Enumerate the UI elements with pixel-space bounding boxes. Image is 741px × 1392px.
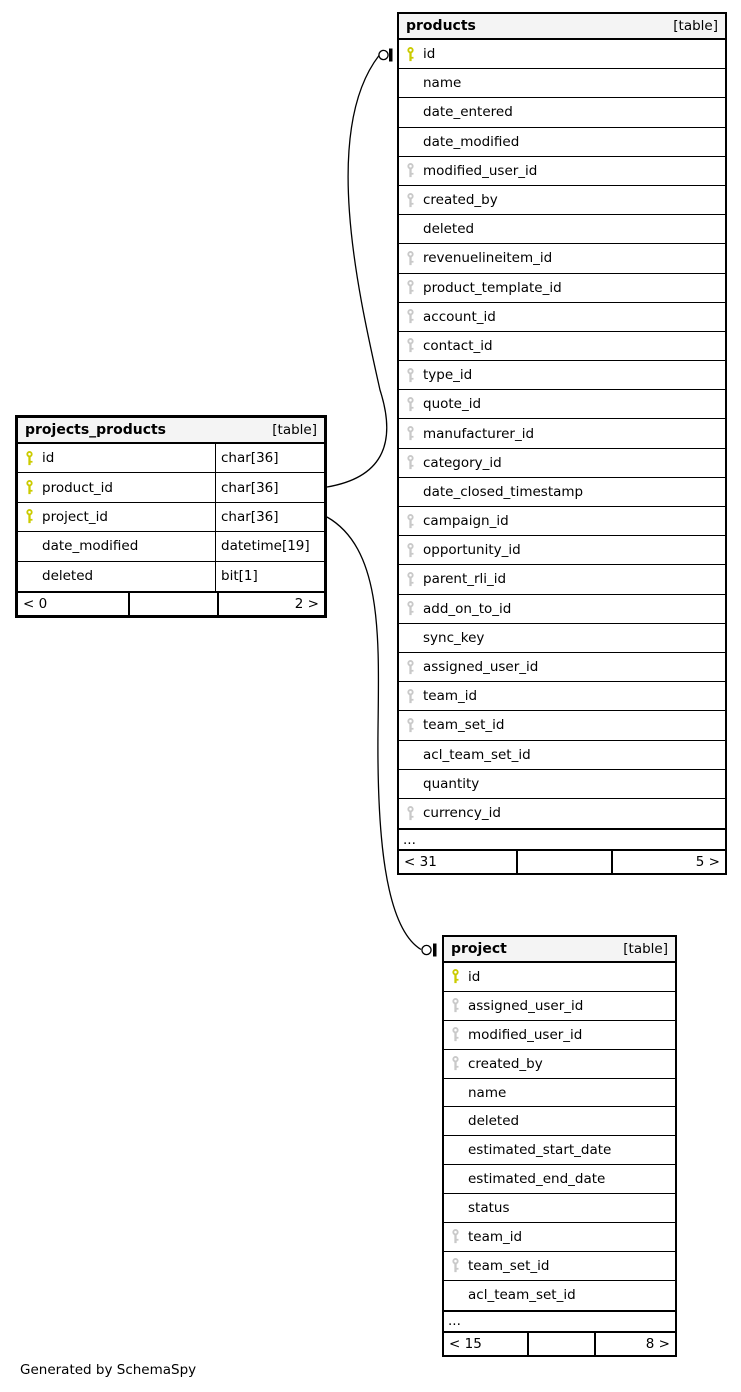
column-name: team_set_id	[423, 717, 505, 734]
table-row	[399, 215, 725, 244]
foreign-key-icon	[451, 1027, 461, 1042]
foreign-key-icon	[406, 572, 416, 587]
table-row	[444, 1165, 675, 1194]
zero-end-circle	[379, 50, 388, 59]
column-name: team_set_id	[468, 1257, 550, 1274]
table-row	[444, 1050, 675, 1079]
table-row	[399, 157, 725, 186]
column-name: id	[42, 450, 55, 467]
column-name: category_id	[423, 454, 502, 471]
foreign-key-icon	[406, 601, 416, 616]
footer-right-count: 8 >	[594, 1333, 675, 1355]
column-name: quantity	[423, 775, 480, 792]
column-name: opportunity_id	[423, 542, 521, 559]
column-type: char[36]	[215, 444, 324, 472]
table-row	[444, 1136, 675, 1165]
ellipsis-row: ...	[444, 1310, 675, 1331]
table-tag: [table]	[272, 422, 317, 438]
column-name: deleted	[468, 1113, 520, 1130]
table-row	[399, 419, 725, 448]
table-row	[18, 562, 324, 591]
table-header[interactable]	[18, 418, 324, 444]
column-name: sync_key	[423, 629, 485, 646]
primary-key-icon	[25, 480, 35, 495]
table-header[interactable]	[399, 14, 725, 40]
column-name: date_closed_timestamp	[423, 483, 584, 500]
foreign-key-icon	[406, 514, 416, 529]
table-row	[399, 741, 725, 770]
table-row	[444, 1194, 675, 1223]
table-row	[399, 274, 725, 303]
table-row	[444, 1281, 675, 1310]
table-row	[399, 565, 725, 594]
table-title[interactable]: projects_products	[25, 422, 167, 438]
foreign-key-icon	[406, 543, 416, 558]
foreign-key-icon	[451, 998, 461, 1013]
table-row	[444, 992, 675, 1021]
column-name: date_modified	[423, 133, 520, 150]
column-name: date_entered	[423, 104, 513, 121]
foreign-key-icon	[406, 660, 416, 675]
one-end-bar	[389, 49, 393, 62]
column-name: id	[468, 968, 481, 985]
foreign-key-icon	[451, 1258, 461, 1273]
column-rows	[444, 963, 675, 1310]
column-name: project_id	[42, 508, 108, 525]
table-footer	[18, 591, 324, 615]
table-row	[18, 503, 324, 532]
column-name: estimated_end_date	[468, 1171, 606, 1188]
column-name: status	[468, 1200, 510, 1217]
table-row	[399, 361, 725, 390]
table-row	[399, 507, 725, 536]
foreign-key-icon	[406, 251, 416, 266]
table-row	[18, 444, 324, 473]
table-header[interactable]	[444, 937, 675, 963]
table-row	[444, 963, 675, 992]
table-row	[399, 186, 725, 215]
footer-mid-cell	[128, 593, 217, 615]
column-name: modified_user_id	[423, 162, 538, 179]
column-name: assigned_user_id	[423, 659, 539, 676]
foreign-key-icon	[406, 193, 416, 208]
table-projects-products	[15, 415, 327, 618]
table-row	[18, 532, 324, 561]
table-row	[399, 303, 725, 332]
foreign-key-icon	[406, 806, 416, 821]
column-name: currency_id	[423, 805, 501, 822]
footer-right-count: 2 >	[217, 593, 324, 615]
table-title[interactable]: products	[406, 18, 476, 34]
table-row	[444, 1079, 675, 1108]
foreign-key-icon	[406, 163, 416, 178]
foreign-key-icon	[406, 368, 416, 383]
column-name: created_by	[423, 192, 498, 209]
table-row	[444, 1107, 675, 1136]
table-row	[399, 536, 725, 565]
column-name: product_template_id	[423, 279, 562, 296]
footer-mid-cell	[516, 851, 611, 873]
column-name: acl_team_set_id	[423, 746, 531, 763]
table-title[interactable]: project	[451, 941, 507, 957]
column-name: name	[423, 75, 462, 92]
column-name: quote_id	[423, 396, 482, 413]
table-tag: [table]	[623, 941, 668, 957]
one-end-bar	[433, 944, 437, 957]
table-row	[399, 390, 725, 419]
table-row	[399, 682, 725, 711]
table-row	[399, 69, 725, 98]
table-row	[444, 1021, 675, 1050]
foreign-key-icon	[451, 1056, 461, 1071]
column-name: acl_team_set_id	[468, 1287, 576, 1304]
table-row	[399, 98, 725, 127]
foreign-key-icon	[406, 455, 416, 470]
column-type: datetime[19]	[215, 532, 324, 560]
footer-right-count: 5 >	[611, 851, 725, 873]
table-row	[18, 473, 324, 502]
column-name: product_id	[42, 479, 113, 496]
column-type: bit[1]	[215, 562, 324, 591]
table-row	[399, 799, 725, 828]
column-type: char[36]	[215, 503, 324, 531]
column-name: manufacturer_id	[423, 425, 535, 442]
primary-key-icon	[25, 451, 35, 466]
table-row	[399, 128, 725, 157]
table-products	[397, 12, 727, 875]
column-name: contact_id	[423, 337, 493, 354]
zero-end-circle	[422, 945, 431, 954]
footer-left-count: < 15	[449, 1335, 482, 1352]
column-name: estimated_start_date	[468, 1142, 612, 1159]
primary-key-icon	[406, 47, 416, 62]
foreign-key-icon	[406, 426, 416, 441]
table-row	[399, 595, 725, 624]
table-row	[399, 244, 725, 273]
column-rows	[18, 444, 324, 591]
column-name: parent_rli_id	[423, 571, 507, 588]
table-project	[442, 935, 677, 1357]
table-row	[444, 1223, 675, 1252]
table-footer	[399, 849, 725, 873]
column-name: name	[468, 1084, 507, 1101]
table-row	[444, 1252, 675, 1281]
generator-note: Generated by SchemaSpy	[20, 1362, 197, 1378]
relationship-line-products	[327, 49, 393, 488]
column-name: team_id	[468, 1228, 523, 1245]
foreign-key-icon	[406, 689, 416, 704]
foreign-key-icon	[406, 280, 416, 295]
column-rows	[399, 40, 725, 828]
column-name: deleted	[423, 221, 475, 238]
ellipsis-row: ...	[399, 828, 725, 849]
column-name: campaign_id	[423, 513, 509, 530]
foreign-key-icon	[406, 338, 416, 353]
column-name: add_on_to_id	[423, 600, 512, 617]
foreign-key-icon	[406, 718, 416, 733]
table-row	[399, 449, 725, 478]
foreign-key-icon	[406, 309, 416, 324]
column-name: assigned_user_id	[468, 997, 584, 1014]
column-name: revenuelineitem_id	[423, 250, 553, 267]
table-row	[399, 332, 725, 361]
table-row	[399, 711, 725, 740]
table-row	[399, 770, 725, 799]
column-name: created_by	[468, 1055, 543, 1072]
table-row	[399, 40, 725, 69]
footer-left-count: < 0	[23, 595, 48, 612]
column-name: id	[423, 46, 436, 63]
footer-mid-cell	[527, 1333, 594, 1355]
table-row	[399, 478, 725, 507]
table-row	[399, 653, 725, 682]
foreign-key-icon	[406, 397, 416, 412]
column-name: deleted	[42, 568, 94, 585]
footer-left-count: < 31	[404, 854, 437, 871]
table-tag: [table]	[673, 18, 718, 34]
primary-key-icon	[25, 509, 35, 524]
column-name: modified_user_id	[468, 1026, 583, 1043]
table-row	[399, 624, 725, 653]
column-name: date_modified	[42, 538, 139, 555]
column-name: team_id	[423, 688, 478, 705]
foreign-key-icon	[451, 1229, 461, 1244]
column-name: type_id	[423, 367, 473, 384]
column-name: account_id	[423, 308, 496, 325]
column-type: char[36]	[215, 473, 324, 501]
primary-key-icon	[451, 969, 461, 984]
table-footer	[444, 1331, 675, 1355]
